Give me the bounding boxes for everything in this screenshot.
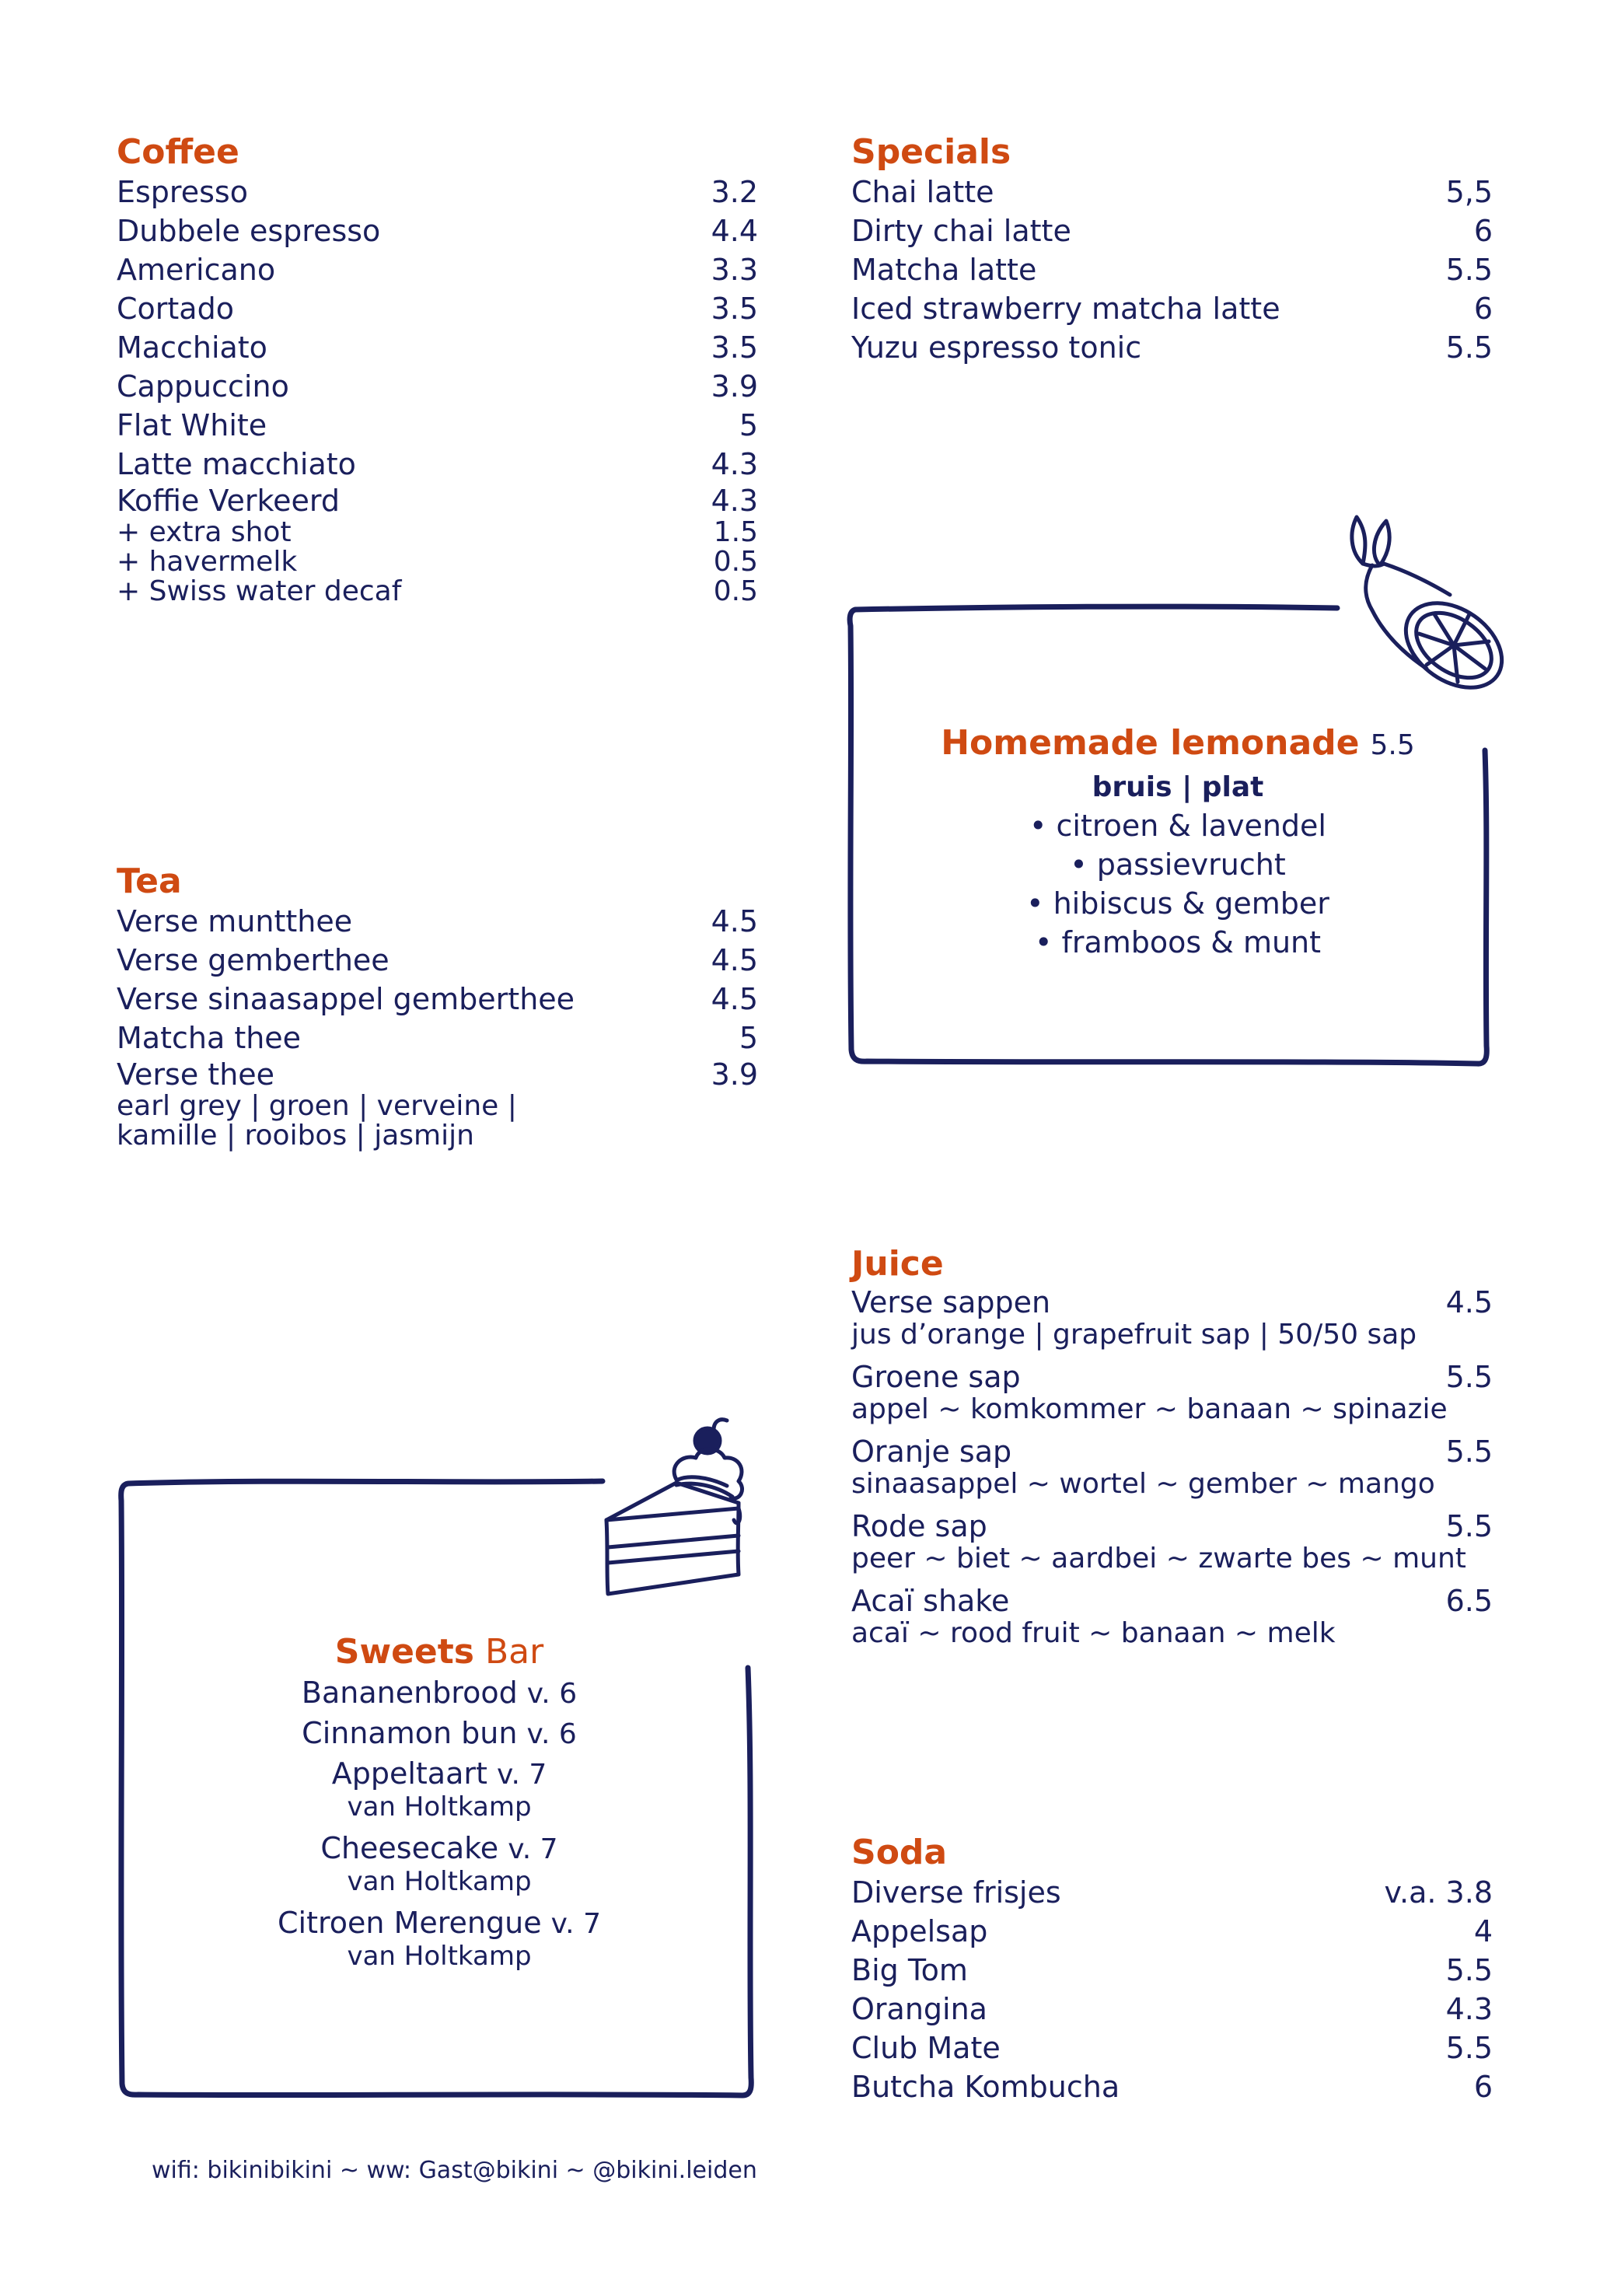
specials-section [851,132,1493,367]
menu-row [117,367,758,406]
item-name: Club Mate [851,2031,1001,2065]
menu-row [117,445,758,484]
sweets-section [128,1630,750,1980]
sweets-item [128,1756,750,1793]
item-name: Matcha thee [117,1021,302,1055]
addon-name: + Swiss water decaf [117,575,402,607]
menu-row [851,1873,1493,1912]
item-name: Oranje sap [851,1435,1012,1469]
item-name: Verse sinaasappel gemberthee [117,982,575,1016]
item-price: 5,5 [1445,175,1493,209]
menu-item [851,1359,1493,1424]
item-price: 4.5 [711,982,758,1016]
soda-heading: Soda [851,1833,948,1872]
item-price: 4.3 [711,484,758,518]
juice-heading: Juice [851,1244,944,1284]
lemonade-price: 5.5 [1370,729,1415,761]
menu-row [851,1951,1493,1990]
item-price: 5.5 [1445,330,1493,365]
item-name: Citroen Merengue [278,1906,542,1940]
item-name: Verse gemberthee [117,943,390,977]
item-price: 3.5 [711,330,758,365]
item-price: v.a. 3.8 [1384,1875,1493,1910]
menu-row [117,406,758,445]
item-name: Dubbele espresso [117,214,381,248]
menu-row [851,211,1493,250]
item-price: 4.5 [1445,1285,1493,1319]
tea-heading: Tea [117,861,182,901]
menu-row [851,1284,1493,1320]
item-description: sinaasappel ~ wortel ~ gember ~ mango [851,1468,1435,1500]
item-name: Verse muntthee [117,904,353,938]
item-price: v. 7 [550,1908,601,1940]
sweets-item [128,1675,750,1712]
item-price: 5.5 [1445,2031,1493,2065]
menu-row [851,289,1493,328]
menu-row [851,1508,1493,1544]
item-description: appel ~ komkommer ~ banaan ~ spinazie [851,1393,1448,1425]
item-price: 4.4 [711,214,758,248]
coffee-section [117,132,758,606]
menu-row [117,902,758,941]
item-price: 4.5 [711,943,758,977]
menu-row [851,2067,1493,2106]
item-supplier: van Holtkamp [347,1791,532,1822]
addon-price: 0.5 [713,575,758,607]
lemonade-heading: Homemade lemonade [941,723,1360,763]
addon-name: + havermelk [117,546,298,578]
item-name: Acaï shake [851,1584,1010,1618]
menu-row [117,173,758,211]
item-supplier: van Holtkamp [347,1866,532,1897]
tea-section [117,861,758,1151]
item-name: Espresso [117,175,248,209]
item-price: 5.5 [1445,1435,1493,1469]
addon-name: + extra shot [117,516,292,548]
lemon-icon [1341,509,1512,735]
item-name: Americano [117,253,276,287]
item-price: 4.5 [711,904,758,938]
item-price: 5.5 [1445,1953,1493,1987]
item-name: Macchiato [117,330,267,365]
item-price: 5.5 [1445,1360,1493,1394]
menu-row [851,250,1493,289]
item-price: 3.3 [711,253,758,287]
item-price: 6 [1473,292,1493,326]
specials-heading: Specials [851,132,1011,172]
item-name: Cappuccino [117,369,289,404]
lemonade-flavor: • passievrucht [1070,847,1286,882]
item-price: 3.2 [711,175,758,209]
sweets-heading-light: Bar [485,1632,544,1672]
item-price: v. 6 [526,1718,577,1750]
menu-row [851,2029,1493,2067]
item-price: 6 [1473,2070,1493,2104]
lemonade-mode: bruis | plat [1092,771,1264,803]
item-price: 4.3 [711,447,758,481]
item-supplier: van Holtkamp [347,1941,532,1972]
menu-row [117,211,758,250]
item-price: 5.5 [1445,1509,1493,1543]
coffee-heading: Coffee [117,132,239,172]
menu-row [117,289,758,328]
lemonade-flavor: • framboos & munt [1034,925,1322,959]
item-name: Iced strawberry matcha latte [851,292,1280,326]
menu-row [851,173,1493,211]
item-price: 3.5 [711,292,758,326]
sweets-item [128,1715,750,1753]
sweets-item [128,1830,750,1868]
menu-row [851,328,1493,367]
item-name: Groene sap [851,1360,1021,1394]
item-price: v. 7 [496,1759,547,1791]
lemonade-section [851,720,1504,962]
sweets-heading: Sweets [334,1632,474,1672]
item-description: jus d’orange | grapefruit sap | 50/50 sap [851,1319,1417,1351]
soda-section [851,1833,1493,2106]
addon-price: 1.5 [713,516,758,548]
menu-row [117,941,758,980]
menu-row [117,1057,758,1092]
item-price: 3.9 [711,1057,758,1092]
menu-item [851,1284,1493,1350]
item-price: 5 [739,408,758,442]
menu-row [117,980,758,1019]
item-price: 6 [1473,214,1493,248]
item-price: 4 [1473,1914,1493,1948]
lemonade-title-line [851,720,1504,769]
footer-wifi-info: wifi: bikinibikini ~ ww: Gast@bikini ~ @bikini.leiden [152,2157,757,2184]
menu-row [851,1912,1493,1951]
item-name: Chai latte [851,175,994,209]
addon-row [117,577,758,606]
menu-row [851,1434,1493,1470]
lemonade-flavor: • hibiscus & gember [1026,886,1329,921]
menu-row [117,484,758,518]
item-price: 4.3 [1445,1992,1493,2026]
item-price: 5.5 [1445,253,1493,287]
item-name: Flat White [117,408,267,442]
item-price: 5 [739,1021,758,1055]
item-name: Cortado [117,292,234,326]
item-name: Matcha latte [851,253,1037,287]
item-name: Dirty chai latte [851,214,1071,248]
item-name: Verse sappen [851,1285,1051,1319]
menu-row [117,328,758,367]
item-price: 3.9 [711,369,758,404]
menu-item [851,1434,1493,1499]
item-price: 6.5 [1445,1584,1493,1618]
item-name: Orangina [851,1992,987,2026]
item-price: v. 7 [508,1833,558,1865]
item-name: Diverse frisjes [851,1875,1061,1910]
item-name: Rode sap [851,1509,987,1543]
addon-price: 0.5 [713,546,758,578]
item-description: peer ~ biet ~ aardbei ~ zwarte bes ~ munt [851,1543,1466,1574]
menu-item [851,1508,1493,1574]
sweets-item [128,1905,750,1942]
menu-row [117,250,758,289]
menu-item [851,1583,1493,1648]
item-name: Big Tom [851,1953,968,1987]
item-name: Cheesecake [320,1831,499,1865]
item-name: Yuzu espresso tonic [851,330,1142,365]
menu-row [117,1019,758,1057]
menu-row [851,1359,1493,1395]
tea-varieties: earl grey | groen | verveine | [117,1090,517,1122]
addon-row [117,518,758,547]
juice-section [851,1244,1493,1658]
cake-icon [591,1411,777,1598]
item-name: Latte macchiato [117,447,356,481]
item-name: Butcha Kombucha [851,2070,1120,2104]
item-name: Bananenbrood [301,1676,518,1710]
sweets-title-line [128,1630,750,1675]
item-description: acaï ~ rood fruit ~ banaan ~ melk [851,1617,1336,1649]
menu-row [851,1583,1493,1619]
lemonade-flavor: • citroen & lavendel [1029,809,1326,843]
addon-row [117,547,758,577]
item-name: Appeltaart [331,1756,487,1791]
item-name: Koffie Verkeerd [117,484,341,518]
item-name: Verse thee [117,1057,275,1092]
item-price: v. 6 [526,1678,578,1710]
tea-varieties: kamille | rooibos | jasmijn [117,1120,474,1151]
menu-row [851,1990,1493,2029]
item-name: Appelsap [851,1914,988,1948]
item-name: Cinnamon bun [302,1716,518,1750]
